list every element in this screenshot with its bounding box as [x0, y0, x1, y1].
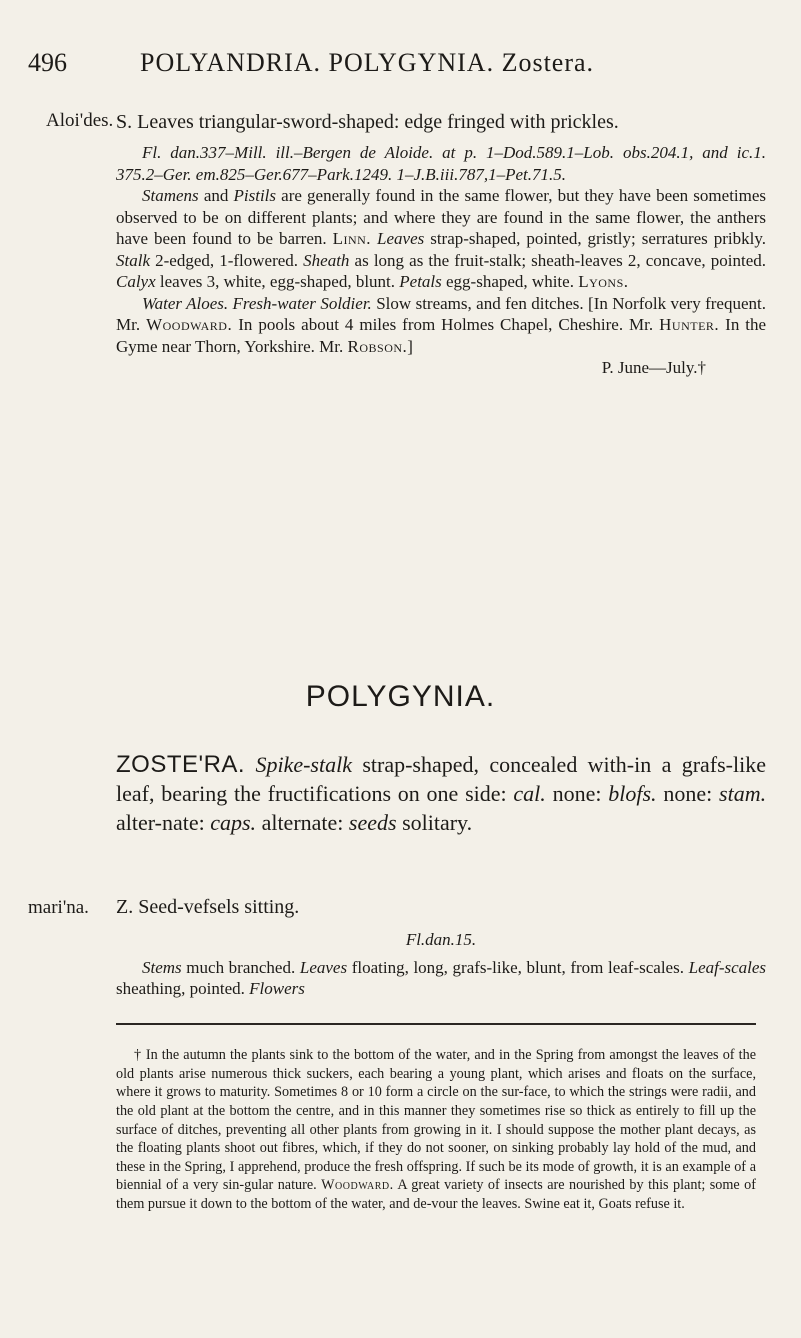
cal-label: cal. — [513, 781, 546, 806]
contributor-hunter: Hunter. — [659, 315, 720, 334]
seeds-label: seeds — [348, 810, 397, 835]
leafscales-label: Leaf-scales — [688, 957, 767, 977]
page-header — [28, 48, 768, 92]
page-number: 496 — [28, 48, 67, 77]
footnote-woodward: Woodward. — [321, 1177, 394, 1194]
habitat-text: Slow streams, and fen ditches. [In Norfolk very frequent. Mr. — [116, 293, 766, 334]
aloides-lead-text: Leaves triangular-sword-shaped: edge fringed with prickles. — [137, 111, 619, 133]
stamens-text: are generally found in the same flower, but they have been sometimes observed to be on different plants; and where they are found in the same flower, the anthers have been found to be barren. — [116, 186, 767, 248]
flowers-label: Flowers — [249, 979, 305, 998]
stalk-label: Stalk — [116, 250, 150, 270]
margin-species-marina: mari'na. — [28, 897, 89, 918]
footnote — [116, 1046, 756, 1213]
author-linn: Linn. — [332, 229, 372, 248]
leafscales-text: sheathing, pointed. — [116, 979, 245, 998]
pistils-label: Pistils — [233, 186, 277, 205]
margin-species-aloides: Aloi'des. — [46, 110, 114, 131]
flowering-time: P. June—July.† — [601, 358, 706, 377]
blofs-text: none: — [663, 781, 713, 806]
common-names: Water Aloes. Fresh-water Soldier. — [142, 293, 372, 313]
stalk-text: 2-edged, 1-flowered. — [155, 250, 299, 270]
author-lyons: Lyons. — [578, 272, 629, 291]
calyx-text: leaves 3, white, egg-shaped, blunt. — [159, 272, 396, 291]
stems-text: much branched. — [186, 957, 296, 977]
aloides-refs-line3: 1–J.B.iii.787,1–Pet.71.5. — [396, 164, 566, 184]
genus-name: ZOSTE'RA. — [116, 751, 246, 778]
sheath-text: as long as the fruit-stalk; sheath-leaves 2, concave, pointed. — [354, 250, 766, 270]
aloides-habitat — [116, 293, 766, 358]
section-heading-polygynia: POLYGYNIA. — [305, 680, 496, 713]
caps-label: caps. — [210, 810, 257, 835]
marina-lead-abbr: Z. — [116, 896, 134, 918]
footnote-text1: † In the autumn the plants sink to the bottom of the water, and in the Spring from amongst the leaves of the old plants arise numerous thick suckers, each bearing a young plant, which arises and floats on the surface, where it grows to maturity. Sometimes 8 or 10 form a circle on the sur-face, to which the strings were radii, and the old plant at the bottom the centre, and in this manner they sometimes rise so thick as entirely to fill up the surface of ditches, preventing all other plants from growing in it. I should suppose the mother plant decays, as the floating plants shoot out fibres, which, if they do not sooner, on sinking probably lay hold of the mud, and these in the Spring, I apprehend, produce the fresh offspring. If such be its mode of growth, it is an example of a biennial of a very sin-gular nature. — [116, 1047, 756, 1194]
aloides-refs-line2: obs.204.1, and ic.1. 375.2–Ger. em.825–Ger.677–Park.1249. — [116, 143, 766, 184]
marina-leaves-label: Leaves — [299, 957, 348, 977]
marina-diagnosis — [116, 895, 766, 919]
calyx-label: Calyx — [116, 272, 156, 291]
marina-lead-text: Seed-vefsels sitting. — [138, 896, 300, 918]
petals-text: egg-shaped, white. — [446, 272, 574, 291]
stam-text: alter-nate: — [116, 810, 205, 835]
contributor-robson: Robson.] — [347, 336, 414, 356]
zostera-genus-description — [116, 750, 766, 837]
aloides-diagnosis — [116, 110, 766, 134]
aloides-description — [116, 185, 766, 293]
aloides-lead-abbr: S. — [116, 111, 133, 133]
stamens-mid: and — [203, 186, 229, 205]
aloides-refs-line1: Fl. dan.337–Mill. ill.–Bergen de Aloide. at p. 1–Dod.589.1–Lob. — [142, 143, 615, 162]
marina-leaves-text: floating, long, grafs-like, blunt, from leaf-scales. — [351, 957, 684, 977]
aloides-entry — [116, 110, 766, 379]
cal-text: none: — [552, 781, 602, 806]
running-head: POLYANDRIA. POLYGYNIA. Zostera. — [140, 48, 595, 77]
petals-label: Petals — [399, 272, 442, 291]
stamens-label: Stamens — [142, 186, 199, 205]
spike-label: Spike-stalk — [255, 752, 352, 777]
stems-label: Stems — [142, 957, 182, 977]
aloides-references — [116, 142, 766, 185]
habitat-text2: In pools about 4 miles from Holmes Chapel, Cheshire. Mr. — [238, 315, 654, 334]
seeds-text: solitary. — [402, 810, 473, 835]
contributor-woodward: Woodward. — [146, 315, 233, 334]
marina-reference: Fl.dan.15. — [405, 930, 477, 949]
marina-description — [116, 957, 766, 1000]
footnote-rule — [116, 1023, 756, 1025]
marina-entry — [116, 895, 766, 1000]
sheath-label: Sheath — [303, 250, 350, 270]
footnote-text2: A great variety of insects are nourished by this plant; some of them pursue it down to the bottom of the water, and de-vour the leaves. Swine eat it, Goats refuse it. — [116, 1177, 756, 1212]
spike-text: strap-shaped, concealed with-in a grafs-like leaf, bearing the fructifications on one side: — [116, 752, 766, 806]
caps-text: alternate: — [261, 810, 344, 835]
stam-label: stam. — [719, 781, 767, 806]
blofs-label: blofs. — [608, 781, 657, 806]
leaves-label: Leaves — [377, 229, 425, 248]
habitat-text3: In the Gyme near Thorn, Yorkshire. Mr. — [116, 315, 767, 356]
leaves-text: strap-shaped, pointed, gristly; serratures pribkly. — [430, 229, 766, 248]
